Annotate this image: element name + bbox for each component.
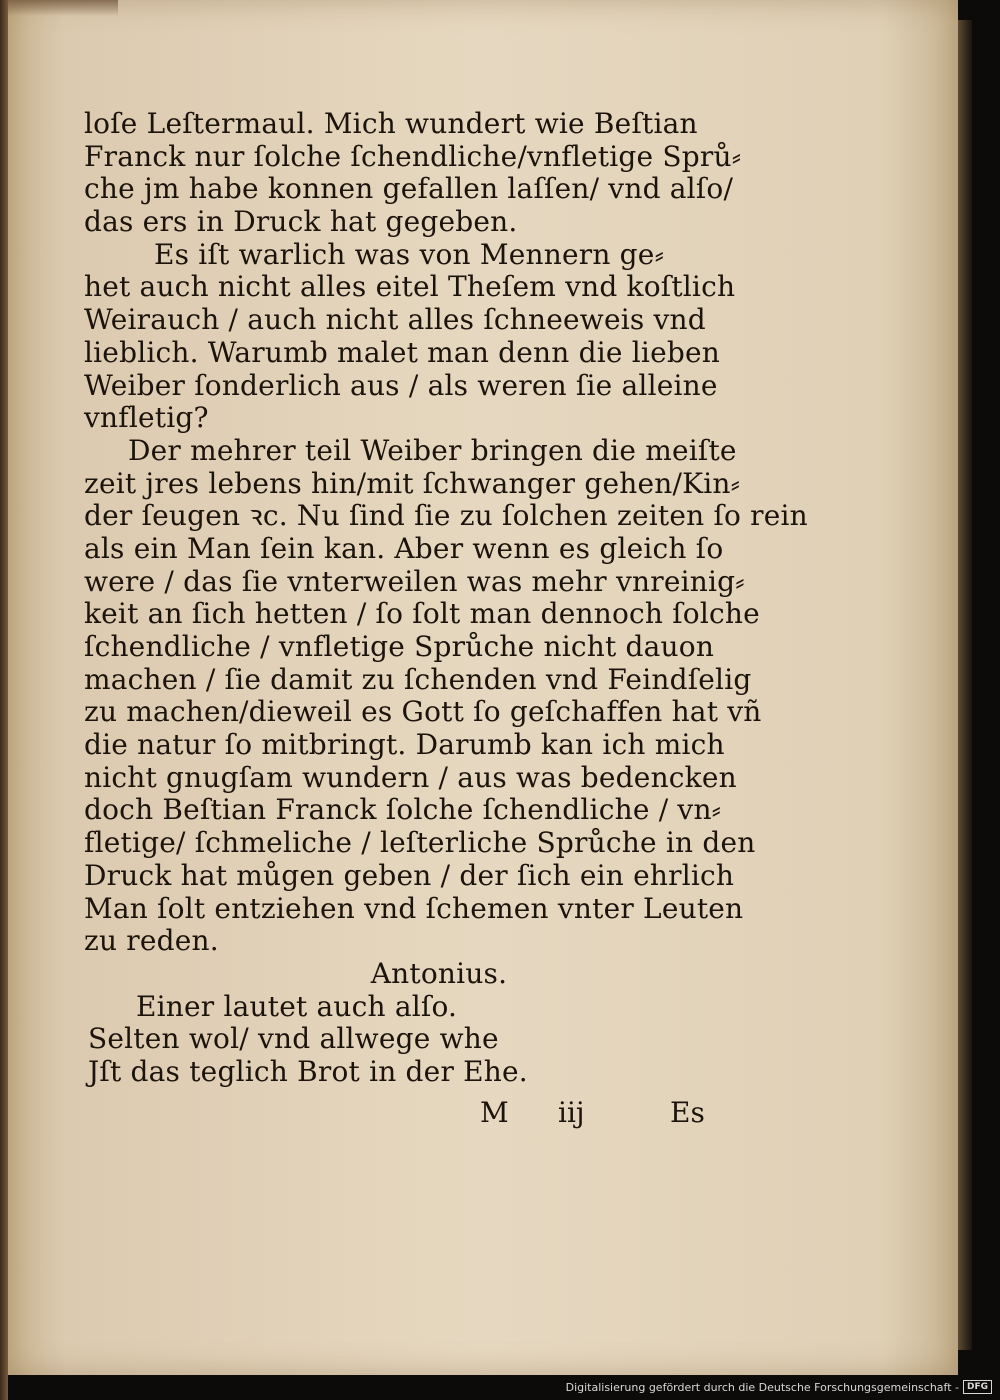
text-line: Es iſt warlich was von Mennern ge⸗: [154, 237, 665, 271]
text-line: der ſeugen ꝛc. Nu ſind ſie zu ſolchen zeiten ſo rein: [84, 499, 808, 533]
text-line: das ers in Druck hat gegeben.: [84, 205, 518, 239]
text-line: zeit jres lebens hin/mit ſchwanger gehen/Kin⸗: [84, 466, 741, 500]
text-line: Druck hat můgen geben / der ſich ein ehrlich: [84, 858, 735, 892]
text-line: zu reden.: [84, 924, 219, 958]
text-line: Selten wol/ vnd allwege whe: [88, 1022, 499, 1056]
book-right-edge: [958, 20, 972, 1350]
text-line: loſe Leſtermaul. Mich wundert wie Beſtian: [84, 107, 698, 140]
text-line: die natur ſo mitbringt. Darumb kan ich mich: [84, 728, 725, 762]
text-line: che jm habe konnen gefallen laſſen/ vnd alſo/: [84, 172, 734, 206]
text-line: machen / ſie damit zu ſchenden vnd Feindſelig: [84, 662, 752, 696]
text-line: ſchendliche / vnfletige Sprůche nicht dauon: [84, 630, 715, 663]
text-line: Einer lautet auch alſo.: [136, 989, 458, 1023]
text-line: als ein Man ſein kan. Aber wenn es gleich ſo: [84, 531, 724, 565]
text-line: Antonius.: [370, 956, 508, 990]
text-line: Der mehrer teil Weiber bringen die meiſte: [128, 433, 737, 467]
text-line: het auch nicht alles eitel Theſem vnd koſtlich: [84, 270, 736, 304]
signature-mark: M: [480, 1096, 509, 1129]
dfg-logo-icon: DFG: [963, 1380, 992, 1394]
text-line: keit an ſich hetten / ſo ſolt man dennoch ſolche: [84, 597, 760, 631]
digitization-credit-text: Digitalisierung gefördert durch die Deutsche Forschungsgemeinschaft -: [565, 1380, 959, 1394]
text-line: Franck nur ſolche ſchendliche/vnfletige Sprů⸗: [84, 139, 742, 173]
text-line: Jſt das teglich Brot in der Ehe.: [88, 1054, 528, 1088]
text-line: doch Beſtian Franck ſolche ſchendliche / vn⸗: [84, 793, 722, 827]
catchword: Es: [670, 1096, 705, 1129]
book-left-edge: [0, 0, 8, 1400]
signature-folio: iij: [558, 1096, 585, 1129]
text-line: zu machen/dieweil es Gott ſo geſchaffen hat vñ: [84, 695, 762, 729]
digitization-credit: [566, 1380, 992, 1394]
text-line: Man ſolt entziehen vnd ſchemen vnter Leuten: [84, 891, 744, 925]
page-footer-signature: [474, 1096, 734, 1136]
text-line: Weirauch / auch nicht alles ſchneeweis vnd: [84, 303, 706, 337]
page-stain: [8, 0, 118, 16]
text-line: were / das ſie vnterweilen was mehr vnreinig⸗: [84, 564, 745, 598]
text-line: vnfletig?: [84, 401, 209, 435]
text-line: lieblich. Warumb malet man denn die lieben: [84, 335, 720, 369]
text-line: nicht gnugſam wundern / aus was bedencken: [84, 760, 737, 794]
text-line: fletige/ ſchmeliche / leſterliche Sprůche in den: [84, 826, 756, 860]
text-line: Weiber ſonderlich aus / als weren ſie alleine: [84, 368, 718, 402]
page-text: [84, 107, 808, 1089]
